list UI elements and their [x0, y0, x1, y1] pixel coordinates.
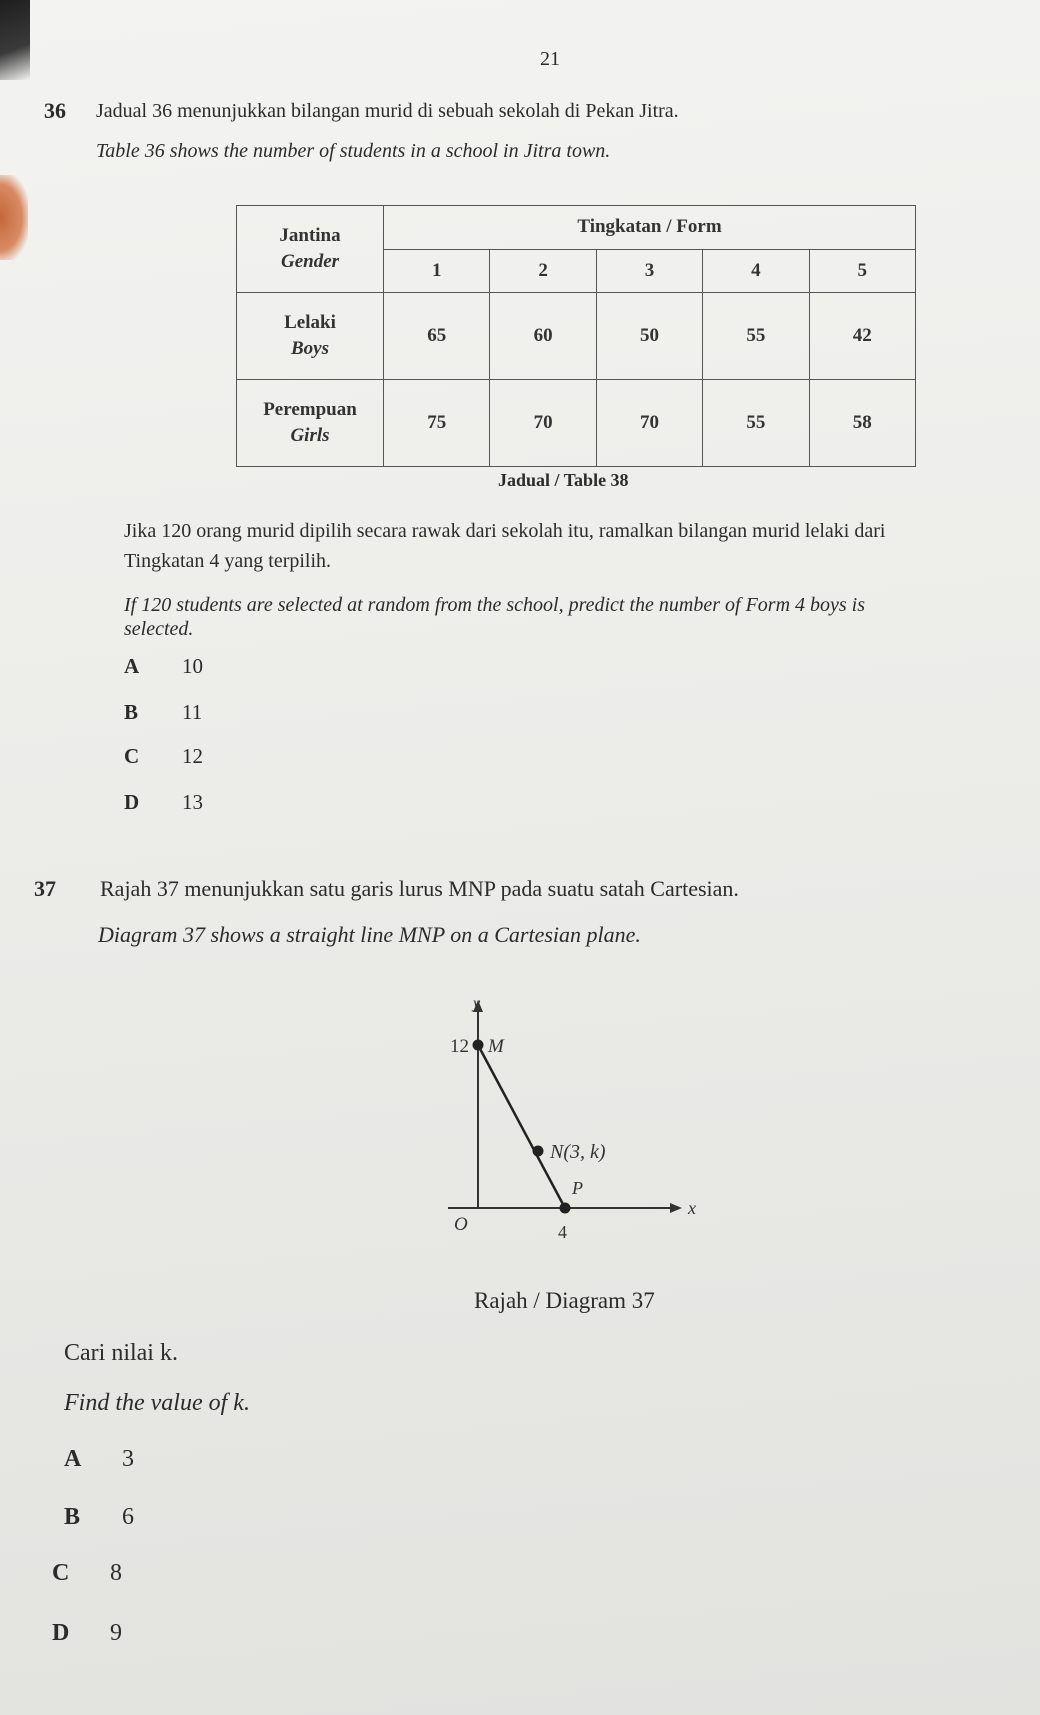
option-c[interactable]: C 8: [52, 1560, 122, 1586]
table-cell: 65: [384, 293, 490, 380]
form-number: 3: [596, 249, 702, 293]
point-m-label: M: [488, 1036, 504, 1057]
form-header: Tingkatan / Form: [384, 206, 916, 250]
table-cell: 70: [596, 380, 702, 467]
q36-question-english-1: If 120 students are selected at random from the school, predict the number of Form 4 boys is: [124, 594, 866, 616]
page-shadow: [0, 0, 30, 80]
table-cell: 75: [384, 380, 490, 467]
q36-intro-english: Table 36 shows the number of students in a school in Jitra town.: [96, 140, 611, 162]
q36-question-malay-1: Jika 120 orang murid dipilih secara rawak dari sekolah itu, ramalkan bilangan murid lelaki dari: [124, 520, 886, 542]
table-cell: 42: [809, 293, 915, 380]
point-p-label: P: [572, 1178, 583, 1198]
row-label-boys: Lelaki Boys: [237, 293, 384, 380]
table-cell: 55: [703, 293, 809, 380]
line-mnp: [478, 1045, 565, 1208]
question-number-37: 37: [34, 876, 56, 901]
row-label-girls: Perempuan Girls: [237, 380, 384, 467]
table-row-girls: [237, 380, 916, 467]
finger-edge: [0, 175, 28, 260]
form-number: 5: [809, 249, 915, 293]
students-table: [236, 205, 916, 467]
form-number: 2: [490, 249, 596, 293]
option-a[interactable]: A 3: [64, 1446, 134, 1472]
option-c[interactable]: C 12: [124, 744, 203, 768]
q36-intro-malay: Jadual 36 menunjukkan bilangan murid di sebuah sekolah di Pekan Jitra.: [96, 100, 679, 122]
origin-label: O: [454, 1214, 468, 1235]
y-axis-label: y: [473, 995, 481, 1012]
point-n-label: N(3, k): [550, 1141, 606, 1163]
x-axis-arrow: [670, 1203, 682, 1213]
x-axis-label: x: [688, 1198, 696, 1218]
form-number: 4: [703, 249, 809, 293]
option-b[interactable]: B 6: [64, 1504, 134, 1530]
table-cell: 55: [703, 380, 809, 467]
table-cell: 50: [596, 293, 702, 380]
table-cell: 60: [490, 293, 596, 380]
question-number-36: 36: [44, 98, 66, 123]
point-p-dot: [560, 1203, 571, 1214]
point-m-dot: [473, 1040, 484, 1051]
option-a[interactable]: A 10: [124, 654, 203, 678]
table-cell: 70: [490, 380, 596, 467]
q37-intro-malay: Rajah 37 menunjukkan satu garis lurus MNP pada suatu satah Cartesian.: [100, 876, 739, 901]
form-number: 1: [384, 249, 490, 293]
option-b[interactable]: B 11: [124, 700, 203, 724]
point-n-dot: [533, 1146, 544, 1157]
table-row-boys: [237, 293, 916, 380]
q36-question-english-2: selected.: [124, 618, 194, 640]
option-d[interactable]: D 13: [124, 790, 203, 814]
q36-question-malay-2: Tingkatan 4 yang terpilih.: [124, 550, 332, 572]
option-d[interactable]: D 9: [52, 1620, 122, 1646]
cartesian-diagram: [430, 990, 710, 1250]
table-caption: Jadual / Table 38: [498, 470, 629, 490]
gender-header: Jantina Gender: [237, 206, 384, 293]
x-tick-label: 4: [558, 1222, 567, 1242]
diagram-caption: Rajah / Diagram 37: [474, 1288, 655, 1313]
page-number: 21: [540, 48, 560, 70]
q37-find-malay: Cari nilai k.: [64, 1340, 178, 1366]
y-tick-label: 12: [450, 1036, 469, 1057]
table-cell: 58: [809, 380, 915, 467]
q37-intro-english: Diagram 37 shows a straight line MNP on a Cartesian plane.: [98, 922, 641, 947]
q37-find-english: Find the value of k.: [64, 1390, 250, 1416]
